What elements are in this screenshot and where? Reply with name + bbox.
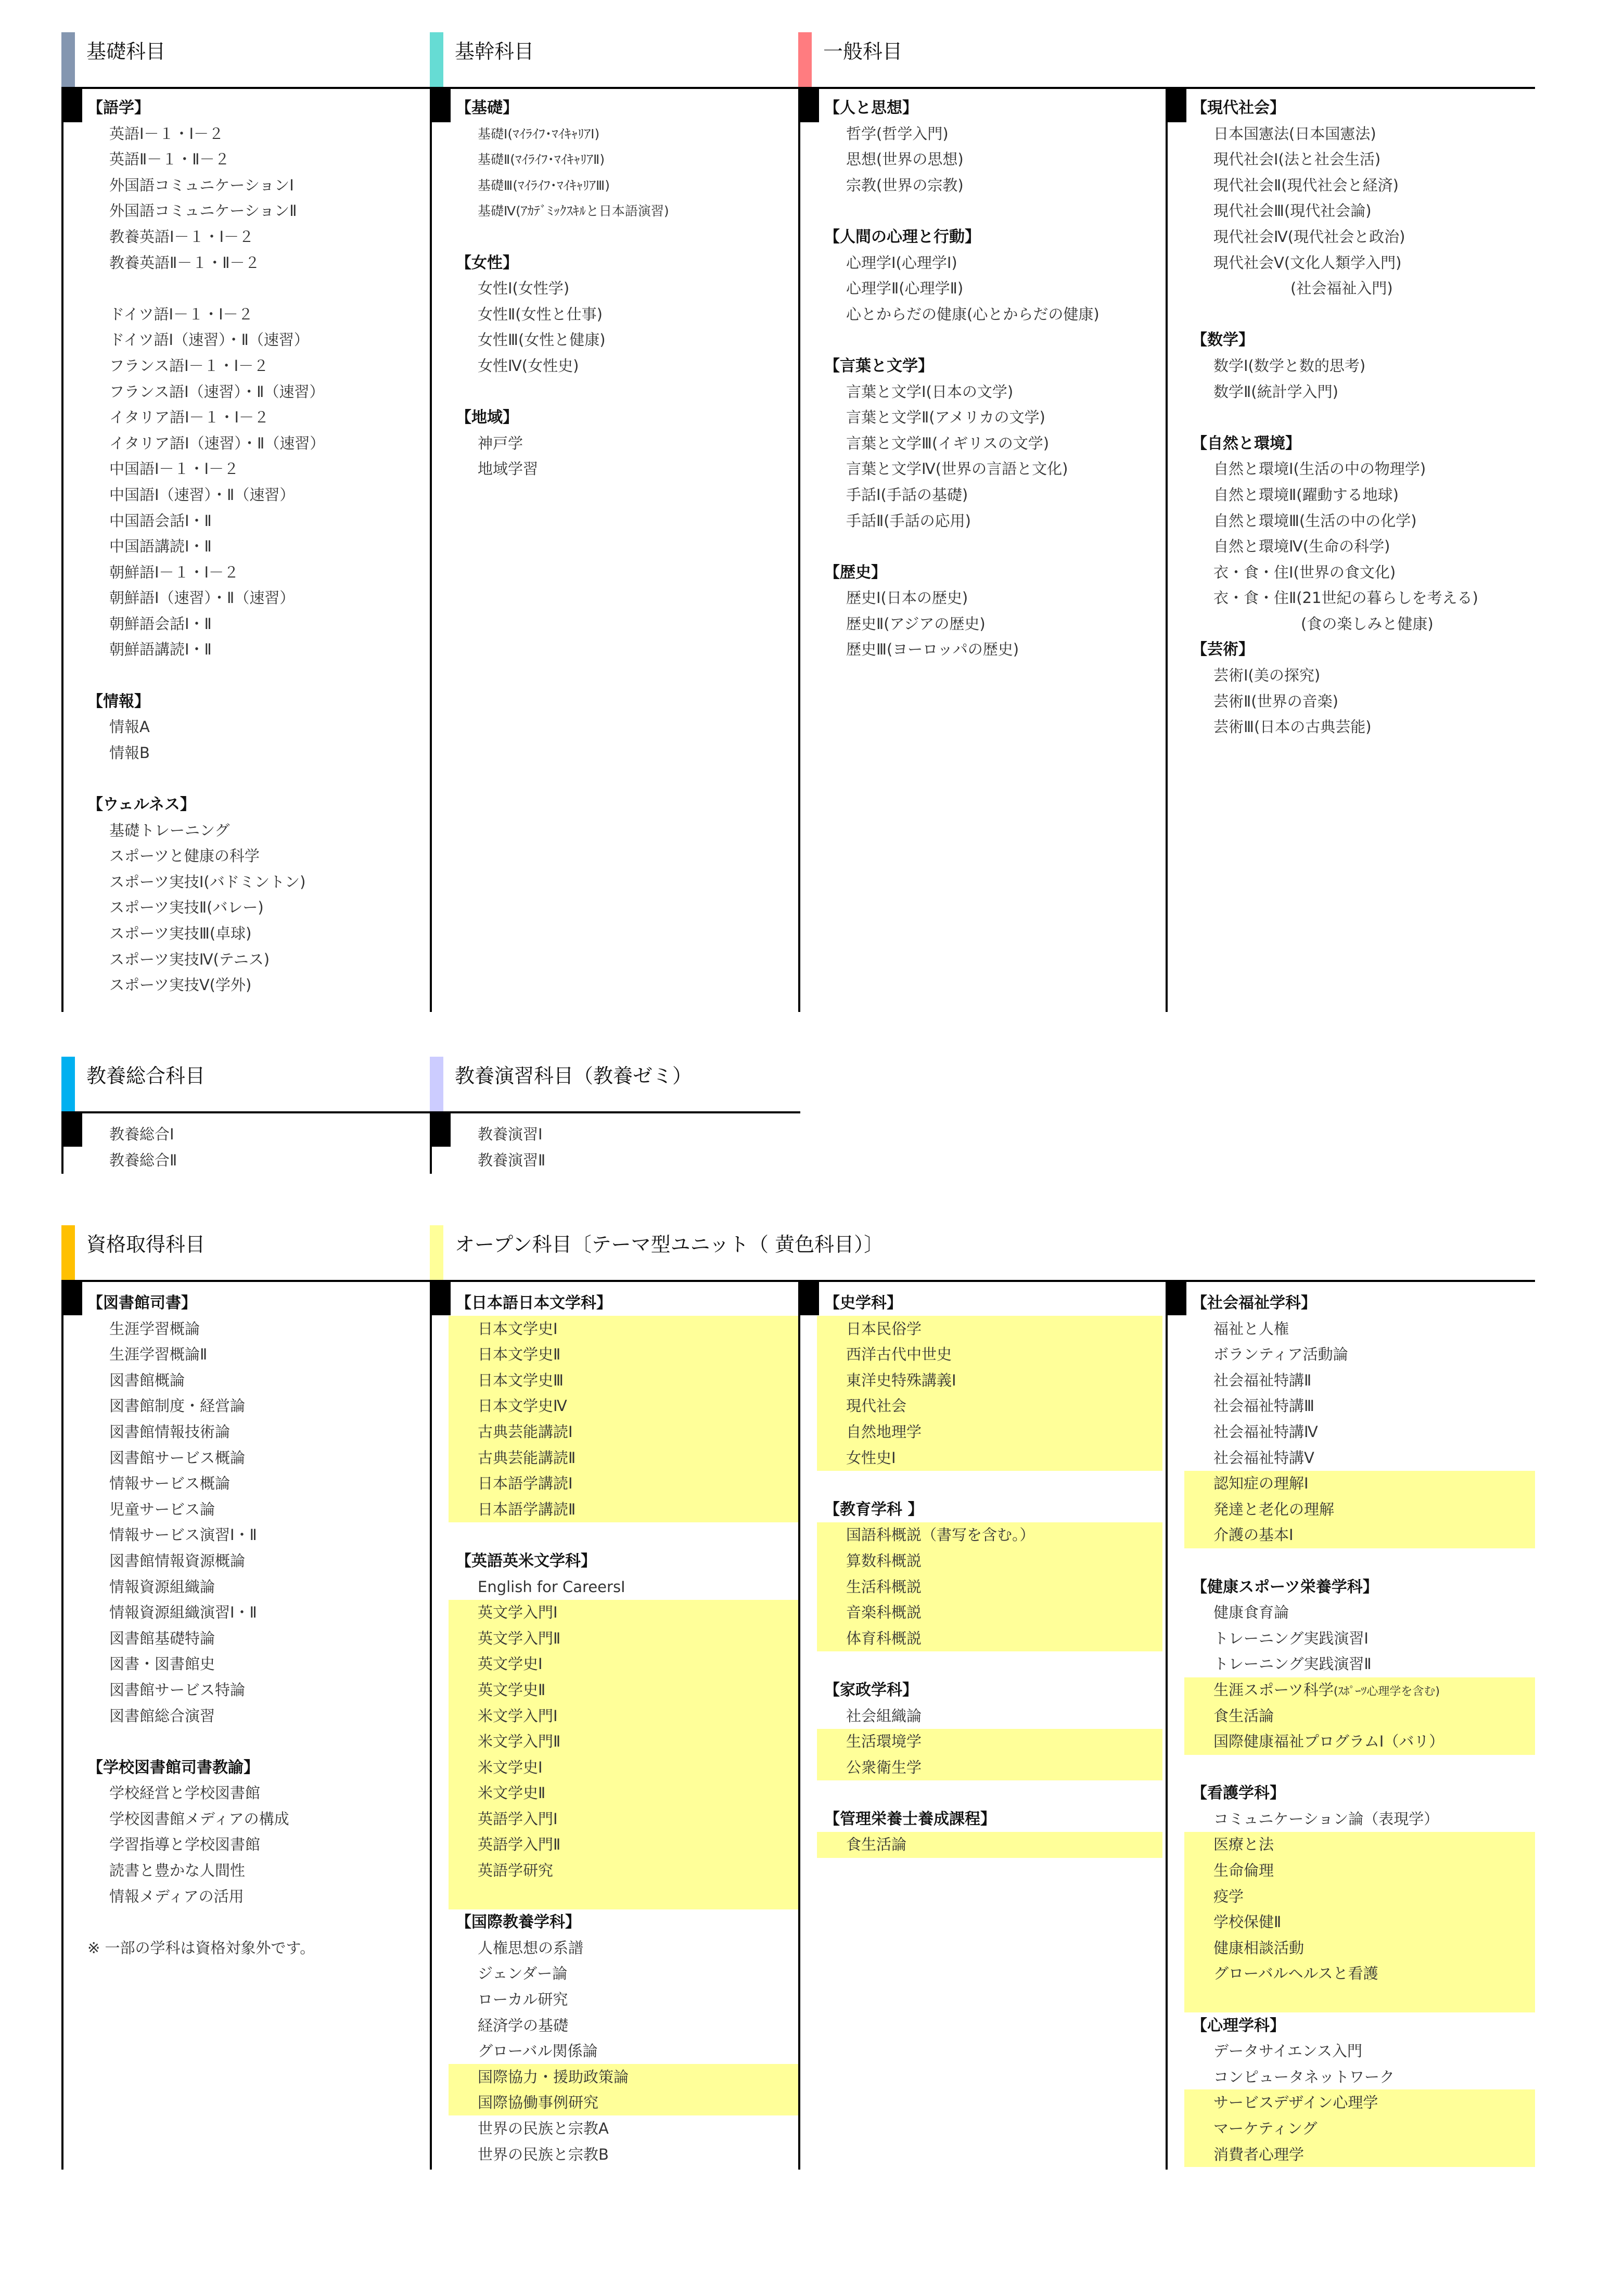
list-item: 教養演習Ⅱ [478, 1151, 546, 1169]
list-item: 自然と環境Ⅲ(生活の中の化学) [1213, 511, 1417, 530]
list-item: 社会福祉特講Ⅱ [1213, 1371, 1312, 1389]
list-item: スポーツ実技Ⅱ(バレー) [109, 899, 264, 917]
list-item: 現代社会 [846, 1397, 907, 1415]
black-marker [430, 1113, 451, 1147]
list-item: 日本文学史Ⅰ [478, 1319, 558, 1338]
list-item: 生命倫理 [1213, 1862, 1274, 1880]
list-item: 外国語コミュニケーションⅠ [109, 176, 294, 194]
list-item: 学校保健Ⅱ [1213, 1913, 1282, 1931]
list-item: 算数科概説 [846, 1551, 922, 1570]
list-item: (食の楽しみと健康) [1301, 614, 1434, 633]
list-item: トレーニング実践演習Ⅰ [1213, 1629, 1369, 1647]
section-heading: 【地域】 [456, 408, 518, 427]
list-item: 教養英語Ⅰ－１・Ⅰ－２ [109, 227, 254, 246]
list-item: 情報メディアの活用 [109, 1887, 244, 1905]
list-item: 数学Ⅱ(統計学入門) [1213, 382, 1338, 401]
list-item: フランス語Ⅰ－１・Ⅰ－２ [109, 356, 269, 375]
list-item: 数学Ⅰ(数学と数的思考) [1213, 356, 1366, 375]
header-title: 一般科目 [823, 40, 903, 63]
list-item: 女性Ⅲ(女性と健康) [478, 331, 606, 349]
section-heading: 【現代社会】 [1192, 99, 1285, 117]
list-item: 教養英語Ⅱ－１・Ⅱ－２ [109, 253, 260, 272]
section-heading: 【心理学科】 [1192, 2016, 1285, 2035]
section-heading: 【管理栄養士養成課程】 [824, 1810, 996, 1828]
list-item: 教養総合Ⅰ [109, 1125, 174, 1143]
list-item: 図書館総合演習 [109, 1707, 215, 1725]
section-heading: 【語学】 [87, 99, 150, 117]
enshu-list [456, 1122, 799, 1173]
list-item: 芸術Ⅰ(美の探究) [1213, 666, 1321, 685]
ippan-list-1 [824, 95, 1168, 663]
section-heading: 【自然と環境】 [1192, 434, 1301, 453]
list-item: 朝鮮語会話Ⅰ・Ⅱ [109, 614, 212, 633]
list-item: 健康相談活動 [1213, 1939, 1305, 1957]
list-item: 図書館概論 [109, 1371, 185, 1389]
list-item: フランス語Ⅰ（速習）・Ⅱ（速習） [109, 382, 325, 401]
list-item: (社会福祉入門) [1290, 279, 1393, 298]
kikan-list [456, 95, 799, 482]
list-item: 日本文学史Ⅱ [478, 1345, 561, 1364]
list-item: 英語学入門Ⅰ [478, 1810, 558, 1828]
header-title: 教養総合科目 [86, 1064, 206, 1087]
list-item: 国際協働事例研究 [478, 2094, 599, 2112]
section-heading: 【歴史】 [824, 563, 887, 582]
list-item: 図書館情報資源概論 [109, 1551, 246, 1570]
header-color-bar [798, 32, 812, 87]
list-item: 米文学史Ⅰ [478, 1758, 543, 1776]
header-color-bar [430, 32, 443, 87]
list-item: 自然と環境Ⅱ(躍動する地球) [1213, 485, 1399, 504]
list-item: 図書館制度・経営論 [109, 1397, 246, 1415]
list-item: 思想(世界の思想) [846, 150, 964, 169]
list-item: 自然と環境Ⅰ(生活の中の物理学) [1213, 460, 1426, 478]
section-heading: 【学校図書館司書教諭】 [87, 1758, 259, 1777]
footnote: ※ 一部の学科は資格対象外です。 [87, 1939, 315, 1957]
section-heading: 【ウェルネス】 [87, 796, 196, 814]
section-heading: 【教育学科 】 [824, 1500, 924, 1519]
list-item: 発達と老化の理解 [1213, 1500, 1335, 1518]
list-item: 言葉と文学Ⅲ(イギリスの文学) [846, 434, 1050, 452]
list-item: 学校図書館メディアの構成 [109, 1810, 289, 1828]
section-heading: 【人間の心理と行動】 [824, 227, 980, 246]
list-item: 児童サービス論 [109, 1500, 215, 1518]
list-item: 情報A [109, 718, 150, 736]
list-item: 生涯学習概論Ⅱ [109, 1345, 208, 1364]
list-item: 社会福祉特講Ⅴ [1213, 1448, 1314, 1467]
list-item: ドイツ語Ⅰ－１・Ⅰ－２ [109, 305, 253, 323]
list-item: 体育科概説 [846, 1629, 922, 1647]
list-item: 現代社会Ⅳ(現代社会と政治) [1213, 227, 1405, 246]
list-item: 英文学史Ⅱ [478, 1681, 546, 1699]
column-rule [61, 1280, 63, 2170]
black-marker [1166, 89, 1186, 122]
black-marker [1166, 1282, 1186, 1315]
list-item: 中国語講読Ⅰ・Ⅱ [109, 537, 212, 556]
list-item: 日本国憲法(日本国憲法) [1213, 124, 1376, 143]
list-item: イタリア語Ⅰ－１・Ⅰ－２ [109, 408, 270, 427]
list-item: 自然と環境Ⅳ(生命の科学) [1213, 537, 1390, 556]
list-item: ドイツ語Ⅰ（速習）・Ⅱ（速習） [109, 331, 309, 349]
kiso-list [87, 95, 431, 998]
list-item: 現代社会Ⅱ(現代社会と経済) [1213, 176, 1399, 194]
black-marker [61, 89, 82, 122]
list-item: 消費者心理学 [1213, 2145, 1305, 2163]
list-item: 健康食育論 [1213, 1604, 1289, 1622]
list-item: 社会福祉特講Ⅲ [1213, 1397, 1314, 1415]
list-item: マーケティング [1213, 2120, 1318, 2137]
list-item: 公衆衛生学 [846, 1758, 922, 1776]
list-item: 生活科概説 [846, 1577, 922, 1596]
list-item: 基礎Ⅲ(ﾏｲﾗｲﾌ･ﾏｲｷｬﾘｱⅢ) [478, 177, 610, 193]
list-item: 神戸学 [478, 434, 523, 452]
list-item: スポーツ実技Ⅴ(学外) [109, 976, 252, 994]
list-item: 医療と法 [1213, 1836, 1274, 1854]
list-item: 情報資源組織演習Ⅰ・Ⅱ [109, 1604, 257, 1622]
list-item: 哲学(哲学入門) [846, 124, 949, 143]
section-heading: 【情報】 [87, 692, 150, 711]
black-marker [61, 1282, 82, 1315]
list-item: 情報資源組織論 [109, 1577, 215, 1596]
ippan-list-2 [1192, 95, 1535, 740]
list-item: 図書館サービス特論 [109, 1681, 246, 1699]
list-item: 英文学入門Ⅱ [478, 1629, 561, 1647]
list-item: 国語科概説（書写を含む。） [846, 1526, 1035, 1544]
black-marker [430, 89, 451, 122]
list-item: 米文学入門Ⅱ [478, 1733, 561, 1751]
shikaku-list [87, 1290, 431, 1961]
list-item: 国際協力・援助政策論 [478, 2068, 629, 2086]
list-item: 手話Ⅱ(手話の応用) [846, 511, 971, 530]
list-item: 宗教(世界の宗教) [846, 176, 964, 194]
list-item: 女性Ⅰ(女性学) [478, 279, 570, 298]
open-list-3 [1192, 1290, 1535, 2167]
header-title: オープン科目〔テーマ型ユニット（ 黄色科目）〕 [455, 1233, 884, 1256]
list-item: 社会福祉特講Ⅳ [1213, 1422, 1318, 1441]
list-item: 学校経営と学校図書館 [109, 1784, 261, 1802]
list-item: スポーツと健康の科学 [109, 847, 260, 865]
section-heading: 【女性】 [456, 253, 518, 272]
list-item: English for CareersⅠ [478, 1577, 625, 1596]
list-item: 図書館情報技術論 [109, 1422, 231, 1441]
list-item: 日本語学講読Ⅱ [478, 1500, 576, 1518]
sogo-list [87, 1122, 431, 1173]
section-heading: 【英語英米文学科】 [456, 1551, 596, 1570]
list-item: 古典芸能講読Ⅰ [478, 1422, 573, 1441]
section-heading: 【言葉と文学】 [824, 356, 934, 375]
list-item: 女性史Ⅰ [846, 1448, 896, 1467]
list-item: 読書と豊かな人間性 [109, 1862, 246, 1880]
list-item: 朝鮮語Ⅰ（速習）・Ⅱ（速習） [109, 589, 295, 607]
list-item: 図書・図書館史 [109, 1655, 215, 1673]
list-item: トレーニング実践演習Ⅱ [1213, 1655, 1372, 1673]
open-list-2 [824, 1290, 1168, 1858]
list-item: 基礎Ⅳ(ｱｶﾃﾞﾐｯｸｽｷﾙと日本語演習) [478, 203, 669, 219]
list-item: 疫学 [1213, 1887, 1244, 1905]
list-item: 英文学史Ⅰ [478, 1655, 543, 1673]
header-color-bar [61, 32, 75, 87]
list-item: スポーツ実技Ⅲ(卓球) [109, 925, 252, 942]
list-item: コンピュータネットワーク [1213, 2068, 1395, 2086]
list-item: 歴史Ⅲ(ヨーロッパの歴史) [846, 640, 1019, 659]
list-item: 英文学入門Ⅰ [478, 1604, 558, 1622]
list-item: 古典芸能講読Ⅱ [478, 1448, 576, 1467]
list-item: 言葉と文学Ⅰ(日本の文学) [846, 382, 1014, 401]
list-item: 英語学入門Ⅱ [478, 1836, 561, 1854]
list-item: 人権思想の系譜 [478, 1939, 584, 1957]
list-item: 心理学Ⅰ(心理学Ⅰ) [846, 253, 957, 272]
header-title: 資格取得科目 [86, 1233, 206, 1256]
list-item: グローバルヘルスと看護 [1213, 1965, 1378, 1983]
list-item: 言葉と文学Ⅱ(アメリカの文学) [846, 408, 1045, 427]
list-item: 衣・食・住Ⅰ(世界の食文化) [1213, 563, 1396, 581]
list-item: 認知症の理解Ⅰ [1213, 1474, 1309, 1493]
list-item: 西洋古代中世史 [846, 1345, 952, 1364]
list-item: ローカル研究 [478, 1991, 568, 2009]
section-heading: 【史学科】 [824, 1294, 902, 1312]
list-item: スポーツ実技Ⅳ(テニス) [109, 950, 270, 968]
list-item: 生涯学習概論 [109, 1319, 200, 1338]
list-item: 日本語学講読Ⅰ [478, 1474, 573, 1493]
list-item: ボランティア活動論 [1213, 1345, 1348, 1364]
list-item: 世界の民族と宗教B [478, 2145, 609, 2163]
header-title: 基礎科目 [86, 40, 166, 63]
list-item: 中国語Ⅰ－１・Ⅰ－２ [109, 460, 239, 478]
list-item: 中国語Ⅰ（速習）・Ⅱ（速習） [109, 485, 295, 504]
list-item: 英語Ⅱ－１・Ⅱ－２ [109, 150, 230, 169]
header-title: 教養演習科目（教養ゼミ） [455, 1064, 693, 1087]
list-item: 外国語コミュニケーションⅡ [109, 202, 297, 220]
list-item: 女性Ⅳ(女性史) [478, 356, 579, 375]
list-item [1192, 1677, 1535, 1703]
list-item: 音楽科概説 [846, 1604, 922, 1622]
list-item: 衣・食・住Ⅱ(21世紀の暮らしを考える) [1213, 589, 1478, 607]
list-item: 米文学史Ⅱ [478, 1784, 546, 1802]
section-heading: 【家政学科】 [824, 1681, 918, 1699]
list-item: データサイエンス入門 [1213, 2042, 1362, 2060]
black-marker [430, 1282, 451, 1315]
list-item: 介護の基本Ⅰ [1213, 1526, 1294, 1544]
header-color-bar [430, 1225, 443, 1280]
section-heading: 【図書館司書】 [87, 1294, 197, 1312]
list-item: 現代社会Ⅲ(現代社会論) [1213, 202, 1372, 220]
black-marker [61, 1113, 82, 1147]
section-heading: 【看護学科】 [1192, 1784, 1285, 1803]
list-item: 基礎Ⅰ(ﾏｲﾗｲﾌ･ﾏｲｷｬﾘｱⅠ) [478, 126, 600, 142]
list-item: 世界の民族と宗教A [478, 2120, 609, 2137]
list-item: 教養総合Ⅱ [109, 1151, 177, 1169]
list-item: 図書館基礎特論 [109, 1629, 215, 1647]
list-item: 生活環境学 [846, 1733, 922, 1751]
section-heading: 【社会福祉学科】 [1192, 1294, 1316, 1312]
list-item: イタリア語Ⅰ（速習）・Ⅱ（速習） [109, 434, 325, 452]
list-item: コミュニケーション論（表現学） [1213, 1810, 1439, 1828]
header-title: 基幹科目 [455, 40, 534, 63]
list-item: 地域学習 [478, 460, 539, 478]
list-item: グローバル関係論 [478, 2042, 598, 2060]
list-item: 教養演習Ⅰ [478, 1125, 543, 1143]
section-heading: 【日本語日本文学科】 [456, 1294, 612, 1312]
header-color-bar [430, 1057, 443, 1111]
item-note-text: (ｽﾎﾟｰﾂ心理学を含む) [1333, 1685, 1440, 1698]
list-item: 東洋史特殊講義Ⅰ [846, 1371, 956, 1389]
list-item: 現代社会Ⅴ(文化人類学入門) [1213, 253, 1402, 272]
list-item: 中国語会話Ⅰ・Ⅱ [109, 511, 212, 530]
list-item: 社会組織論 [846, 1707, 922, 1725]
section-heading: 【健康スポーツ栄養学科】 [1192, 1577, 1378, 1596]
list-item: 歴史Ⅱ(アジアの歴史) [846, 614, 986, 633]
list-item: 情報サービス概論 [109, 1474, 231, 1493]
black-marker [798, 1282, 819, 1315]
black-marker [798, 89, 819, 122]
list-item: 国際健康福祉プログラムⅠ（バリ） [1213, 1733, 1444, 1751]
list-item: 心とからだの健康(心とからだの健康) [846, 305, 1099, 323]
open-list-1 [456, 1290, 799, 2167]
list-item: 現代社会Ⅰ(法と社会生活) [1213, 150, 1381, 169]
list-item: 基礎トレーニング [109, 821, 230, 839]
list-item: 朝鮮語講読Ⅰ・Ⅱ [109, 640, 212, 659]
list-item: 英語学研究 [478, 1862, 554, 1880]
section-heading: 【国際教養学科】 [456, 1913, 581, 1932]
list-item: 情報サービス演習Ⅰ・Ⅱ [109, 1526, 257, 1544]
list-item: 女性Ⅱ(女性と仕事) [478, 305, 603, 323]
list-item: 日本文学史Ⅲ [478, 1371, 564, 1389]
list-item: 情報B [109, 743, 150, 762]
header-color-bar [61, 1225, 75, 1280]
list-item: 米文学入門Ⅰ [478, 1707, 558, 1725]
list-item: スポーツ実技Ⅰ(バドミントン) [109, 873, 306, 891]
list-item: 芸術Ⅲ(日本の古典芸能) [1213, 718, 1372, 736]
section-heading: 【数学】 [1192, 331, 1254, 350]
list-item: 日本文学史Ⅳ [478, 1397, 567, 1415]
list-item: 経済学の基礎 [478, 2016, 569, 2034]
list-item: 福祉と人権 [1213, 1319, 1289, 1338]
list-item: 基礎Ⅱ(ﾏｲﾗｲﾌ･ﾏｲｷｬﾘｱⅡ) [478, 152, 605, 168]
list-item: 言葉と文学Ⅳ(世界の言語と文化) [846, 460, 1068, 478]
list-item: サービスデザイン心理学 [1213, 2094, 1378, 2112]
section-heading: 【芸術】 [1192, 640, 1254, 659]
list-item: 英語Ⅰ－１・Ⅰ－２ [109, 124, 224, 143]
header-color-bar [61, 1057, 75, 1111]
list-item: 歴史Ⅰ(日本の歴史) [846, 589, 968, 607]
list-item: 日本民俗学 [846, 1319, 922, 1338]
list-item: ジェンダー論 [478, 1965, 568, 1983]
section-heading: 【基礎】 [456, 99, 518, 117]
list-item: 手話Ⅰ(手話の基礎) [846, 485, 968, 504]
list-item: 食生活論 [1213, 1707, 1274, 1725]
list-item: 朝鮮語Ⅰ－１・Ⅰ－２ [109, 563, 239, 581]
list-item: 学習指導と学校図書館 [109, 1836, 261, 1854]
list-item: 自然地理学 [846, 1422, 922, 1441]
list-item: 食生活論 [846, 1836, 907, 1854]
list-item: 図書館サービス概論 [109, 1448, 246, 1467]
list-item: 心理学Ⅱ(心理学Ⅱ) [846, 279, 964, 298]
column-rule [61, 87, 63, 1012]
item-main-text: 生涯スポーツ科学 [1213, 1681, 1334, 1699]
section-heading: 【人と思想】 [824, 99, 918, 117]
list-item: 芸術Ⅱ(世界の音楽) [1213, 692, 1338, 710]
